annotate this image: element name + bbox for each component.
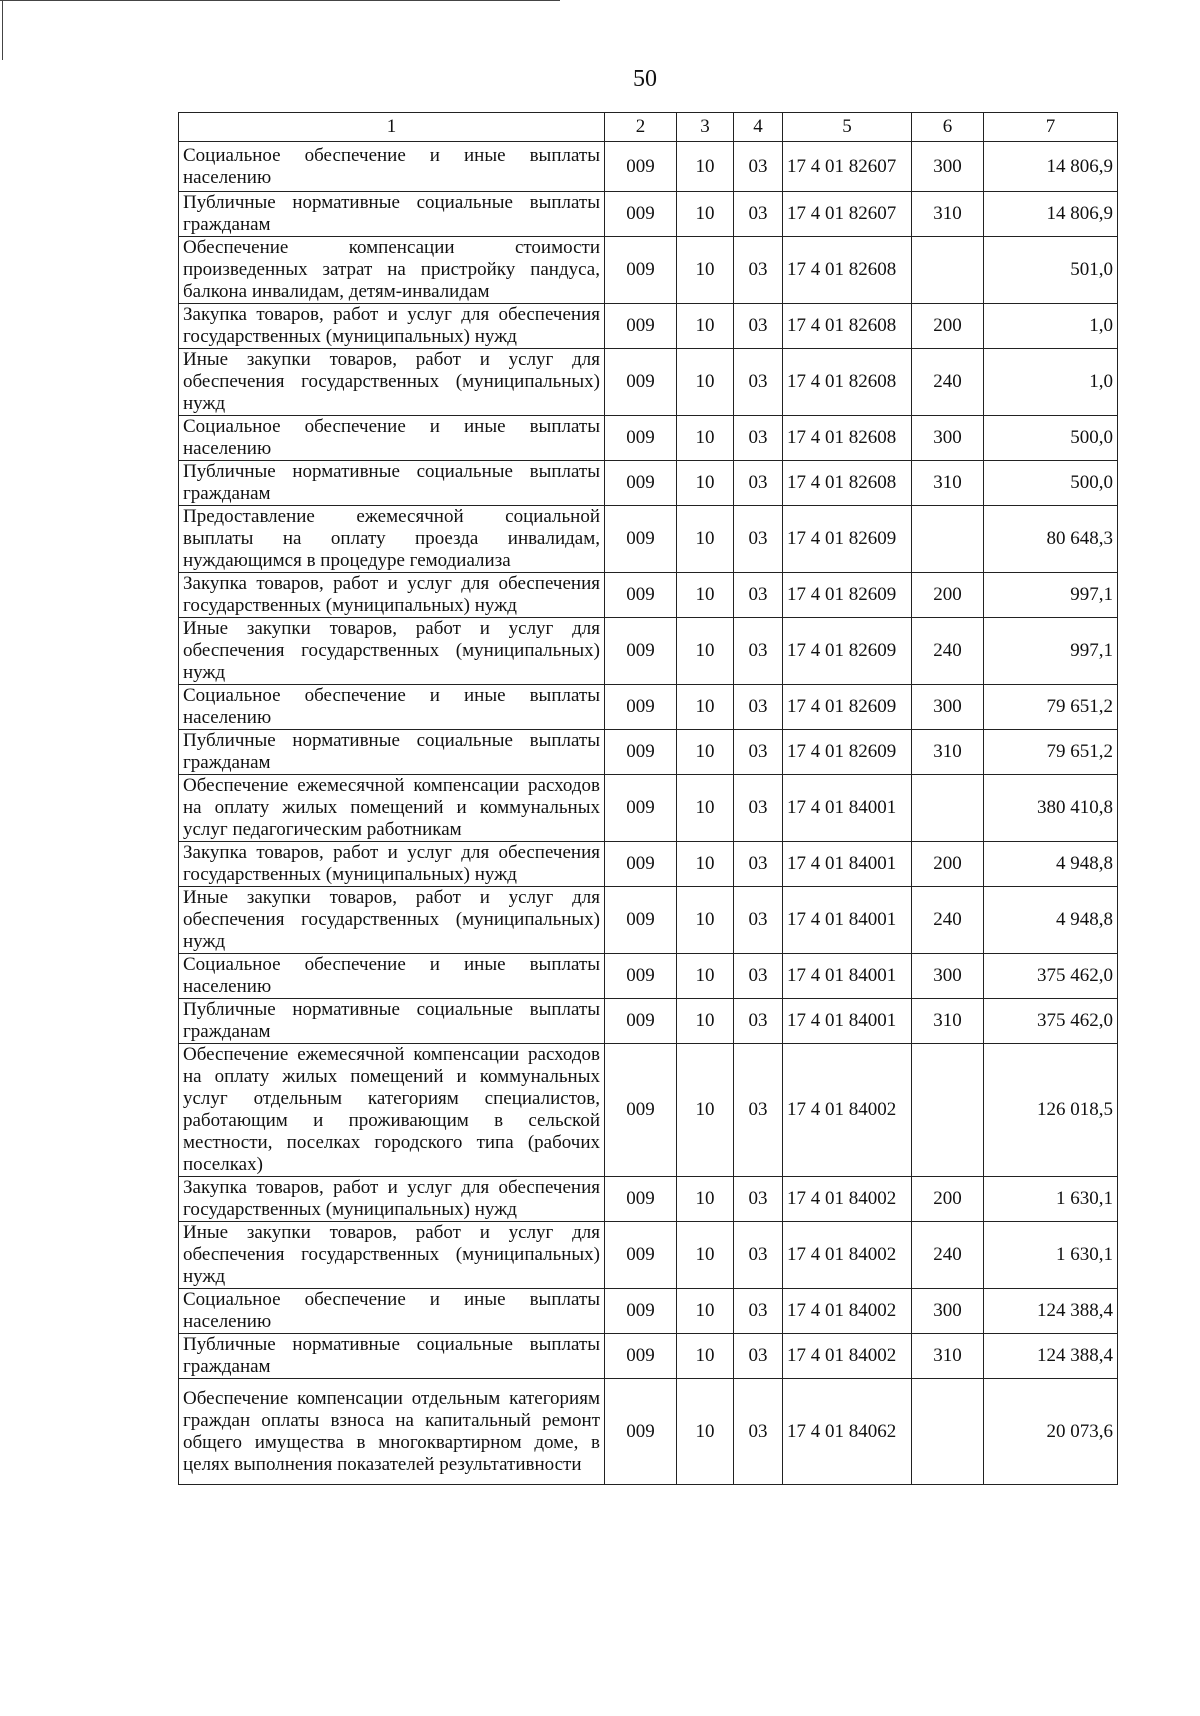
row-section-code: 10 xyxy=(677,1334,734,1379)
row-description: Закупка товаров, работ и услуг для обеспечения государственных (муниципальных) нужд xyxy=(179,573,605,618)
row-target-article-code: 17 4 01 82607 xyxy=(783,142,912,192)
row-amount: 20 073,6 xyxy=(984,1379,1118,1485)
table-body xyxy=(179,142,1118,1485)
row-subsection-code: 03 xyxy=(734,775,783,842)
row-section-code: 10 xyxy=(677,775,734,842)
table-row xyxy=(179,573,1118,618)
row-description: Иные закупки товаров, работ и услуг для обеспечения государственных (муниципальных) нужд xyxy=(179,618,605,685)
row-subsection-code: 03 xyxy=(734,1222,783,1289)
row-section-code: 10 xyxy=(677,573,734,618)
row-amount: 501,0 xyxy=(984,237,1118,304)
row-target-article-code: 17 4 01 84001 xyxy=(783,954,912,999)
row-ministry-code: 009 xyxy=(605,999,677,1044)
table-row xyxy=(179,506,1118,573)
row-amount: 79 651,2 xyxy=(984,685,1118,730)
page-number: 50 xyxy=(633,66,657,92)
row-section-code: 10 xyxy=(677,192,734,237)
row-section-code: 10 xyxy=(677,618,734,685)
table-row xyxy=(179,999,1118,1044)
table-row xyxy=(179,1379,1118,1485)
row-section-code: 10 xyxy=(677,1177,734,1222)
table-row xyxy=(179,618,1118,685)
column-header-6: 6 xyxy=(912,113,984,142)
row-subsection-code: 03 xyxy=(734,1334,783,1379)
row-section-code: 10 xyxy=(677,349,734,416)
row-ministry-code: 009 xyxy=(605,1044,677,1177)
row-description: Обеспечение ежемесячной компенсации расходов на оплату жилых помещений и коммунальных услуг отдельным категориям специалистов, работающим и проживающим в сельской местности, поселках городского типа (рабочих поселках) xyxy=(179,1044,605,1177)
table-row xyxy=(179,304,1118,349)
row-expense-type-code: 240 xyxy=(912,887,984,954)
row-amount: 124 388,4 xyxy=(984,1289,1118,1334)
budget-table xyxy=(178,112,1118,1485)
row-target-article-code: 17 4 01 84002 xyxy=(783,1222,912,1289)
scan-edge-mark-top xyxy=(0,0,560,1)
table-row xyxy=(179,416,1118,461)
row-amount: 14 806,9 xyxy=(984,142,1118,192)
row-target-article-code: 17 4 01 82609 xyxy=(783,506,912,573)
row-amount: 124 388,4 xyxy=(984,1334,1118,1379)
row-expense-type-code: 300 xyxy=(912,685,984,730)
row-expense-type-code: 310 xyxy=(912,999,984,1044)
row-description: Публичные нормативные социальные выплаты гражданам xyxy=(179,730,605,775)
row-description: Социальное обеспечение и иные выплаты населению xyxy=(179,954,605,999)
table-row xyxy=(179,1044,1118,1177)
row-target-article-code: 17 4 01 84001 xyxy=(783,887,912,954)
table-row xyxy=(179,349,1118,416)
row-section-code: 10 xyxy=(677,304,734,349)
table-row xyxy=(179,954,1118,999)
row-expense-type-code: 240 xyxy=(912,1222,984,1289)
row-subsection-code: 03 xyxy=(734,304,783,349)
row-subsection-code: 03 xyxy=(734,618,783,685)
row-target-article-code: 17 4 01 84002 xyxy=(783,1334,912,1379)
row-ministry-code: 009 xyxy=(605,416,677,461)
row-expense-type-code: 310 xyxy=(912,730,984,775)
row-amount: 1,0 xyxy=(984,304,1118,349)
row-description: Обеспечение компенсации отдельным категориям граждан оплаты взноса на капитальный ремонт общего имущества в многоквартирном доме, в целях выполнения показателей результативности xyxy=(179,1379,605,1485)
row-expense-type-code: 300 xyxy=(912,954,984,999)
row-ministry-code: 009 xyxy=(605,349,677,416)
row-section-code: 10 xyxy=(677,461,734,506)
row-target-article-code: 17 4 01 84002 xyxy=(783,1044,912,1177)
row-ministry-code: 009 xyxy=(605,775,677,842)
row-description: Обеспечение компенсации стоимости произведенных затрат на пристройку пандуса, балкона инвалидам, детям-инвалидам xyxy=(179,237,605,304)
table-row xyxy=(179,1289,1118,1334)
row-target-article-code: 17 4 01 84001 xyxy=(783,999,912,1044)
row-expense-type-code: 240 xyxy=(912,618,984,685)
row-target-article-code: 17 4 01 82608 xyxy=(783,461,912,506)
row-amount: 79 651,2 xyxy=(984,730,1118,775)
row-amount: 997,1 xyxy=(984,618,1118,685)
row-expense-type-code: 300 xyxy=(912,416,984,461)
row-section-code: 10 xyxy=(677,1289,734,1334)
row-amount: 126 018,5 xyxy=(984,1044,1118,1177)
row-subsection-code: 03 xyxy=(734,461,783,506)
row-expense-type-code xyxy=(912,775,984,842)
row-description: Закупка товаров, работ и услуг для обеспечения государственных (муниципальных) нужд xyxy=(179,1177,605,1222)
row-amount: 4 948,8 xyxy=(984,842,1118,887)
row-ministry-code: 009 xyxy=(605,304,677,349)
row-target-article-code: 17 4 01 82609 xyxy=(783,730,912,775)
row-ministry-code: 009 xyxy=(605,506,677,573)
table-row xyxy=(179,1334,1118,1379)
table-row xyxy=(179,142,1118,192)
row-section-code: 10 xyxy=(677,1222,734,1289)
row-subsection-code: 03 xyxy=(734,349,783,416)
row-description: Иные закупки товаров, работ и услуг для обеспечения государственных (муниципальных) нужд xyxy=(179,349,605,416)
row-expense-type-code: 310 xyxy=(912,1334,984,1379)
row-expense-type-code: 200 xyxy=(912,1177,984,1222)
row-expense-type-code xyxy=(912,1044,984,1177)
scan-edge-mark-left xyxy=(2,0,3,60)
column-header-1: 1 xyxy=(179,113,605,142)
row-target-article-code: 17 4 01 82609 xyxy=(783,618,912,685)
table-row xyxy=(179,192,1118,237)
column-header-5: 5 xyxy=(783,113,912,142)
row-section-code: 10 xyxy=(677,506,734,573)
row-amount: 375 462,0 xyxy=(984,954,1118,999)
table-row xyxy=(179,1222,1118,1289)
row-expense-type-code: 310 xyxy=(912,461,984,506)
row-target-article-code: 17 4 01 82609 xyxy=(783,685,912,730)
table-row xyxy=(179,842,1118,887)
row-section-code: 10 xyxy=(677,685,734,730)
row-section-code: 10 xyxy=(677,237,734,304)
table-row xyxy=(179,1177,1118,1222)
row-target-article-code: 17 4 01 82608 xyxy=(783,237,912,304)
row-target-article-code: 17 4 01 82607 xyxy=(783,192,912,237)
row-expense-type-code: 310 xyxy=(912,192,984,237)
row-subsection-code: 03 xyxy=(734,416,783,461)
row-ministry-code: 009 xyxy=(605,1334,677,1379)
table-row xyxy=(179,730,1118,775)
row-target-article-code: 17 4 01 84002 xyxy=(783,1177,912,1222)
row-target-article-code: 17 4 01 84002 xyxy=(783,1289,912,1334)
row-expense-type-code: 200 xyxy=(912,573,984,618)
row-subsection-code: 03 xyxy=(734,192,783,237)
row-ministry-code: 009 xyxy=(605,1379,677,1485)
column-header-7: 7 xyxy=(984,113,1118,142)
row-target-article-code: 17 4 01 82608 xyxy=(783,304,912,349)
row-ministry-code: 009 xyxy=(605,192,677,237)
row-expense-type-code: 300 xyxy=(912,1289,984,1334)
row-ministry-code: 009 xyxy=(605,1289,677,1334)
row-expense-type-code: 200 xyxy=(912,842,984,887)
row-ministry-code: 009 xyxy=(605,887,677,954)
row-subsection-code: 03 xyxy=(734,685,783,730)
row-target-article-code: 17 4 01 84062 xyxy=(783,1379,912,1485)
row-description: Предоставление ежемесячной социальной выплаты на оплату проезда инвалидам, нуждающимся в процедуре гемодиализа xyxy=(179,506,605,573)
row-description: Социальное обеспечение и иные выплаты населению xyxy=(179,685,605,730)
row-ministry-code: 009 xyxy=(605,1222,677,1289)
row-expense-type-code xyxy=(912,237,984,304)
row-subsection-code: 03 xyxy=(734,1177,783,1222)
row-expense-type-code xyxy=(912,506,984,573)
row-section-code: 10 xyxy=(677,954,734,999)
row-ministry-code: 009 xyxy=(605,954,677,999)
row-amount: 4 948,8 xyxy=(984,887,1118,954)
header-row xyxy=(179,113,1118,142)
row-description: Социальное обеспечение и иные выплаты населению xyxy=(179,416,605,461)
table-row xyxy=(179,461,1118,506)
row-section-code: 10 xyxy=(677,142,734,192)
row-expense-type-code xyxy=(912,1379,984,1485)
row-amount: 80 648,3 xyxy=(984,506,1118,573)
row-ministry-code: 009 xyxy=(605,573,677,618)
row-subsection-code: 03 xyxy=(734,999,783,1044)
row-amount: 500,0 xyxy=(984,416,1118,461)
table-row xyxy=(179,685,1118,730)
row-ministry-code: 009 xyxy=(605,237,677,304)
row-description: Иные закупки товаров, работ и услуг для обеспечения государственных (муниципальных) нужд xyxy=(179,887,605,954)
row-description: Публичные нормативные социальные выплаты гражданам xyxy=(179,999,605,1044)
row-target-article-code: 17 4 01 82608 xyxy=(783,349,912,416)
table-row xyxy=(179,775,1118,842)
row-subsection-code: 03 xyxy=(734,954,783,999)
row-subsection-code: 03 xyxy=(734,573,783,618)
row-ministry-code: 009 xyxy=(605,1177,677,1222)
row-ministry-code: 009 xyxy=(605,461,677,506)
column-header-2: 2 xyxy=(605,113,677,142)
row-description: Обеспечение ежемесячной компенсации расходов на оплату жилых помещений и коммунальных услуг педагогическим работникам xyxy=(179,775,605,842)
row-subsection-code: 03 xyxy=(734,887,783,954)
row-expense-type-code: 300 xyxy=(912,142,984,192)
row-section-code: 10 xyxy=(677,1044,734,1177)
row-description: Публичные нормативные социальные выплаты гражданам xyxy=(179,192,605,237)
row-description: Социальное обеспечение и иные выплаты населению xyxy=(179,142,605,192)
row-target-article-code: 17 4 01 82608 xyxy=(783,416,912,461)
row-amount: 1 630,1 xyxy=(984,1177,1118,1222)
table-row xyxy=(179,887,1118,954)
table-row xyxy=(179,237,1118,304)
row-target-article-code: 17 4 01 82609 xyxy=(783,573,912,618)
row-description: Социальное обеспечение и иные выплаты населению xyxy=(179,1289,605,1334)
row-subsection-code: 03 xyxy=(734,1044,783,1177)
row-target-article-code: 17 4 01 84001 xyxy=(783,775,912,842)
row-ministry-code: 009 xyxy=(605,730,677,775)
row-subsection-code: 03 xyxy=(734,1379,783,1485)
row-section-code: 10 xyxy=(677,730,734,775)
row-amount: 14 806,9 xyxy=(984,192,1118,237)
row-amount: 997,1 xyxy=(984,573,1118,618)
row-description: Публичные нормативные социальные выплаты гражданам xyxy=(179,1334,605,1379)
row-expense-type-code: 200 xyxy=(912,304,984,349)
row-expense-type-code: 240 xyxy=(912,349,984,416)
row-subsection-code: 03 xyxy=(734,142,783,192)
row-amount: 380 410,8 xyxy=(984,775,1118,842)
row-ministry-code: 009 xyxy=(605,685,677,730)
row-section-code: 10 xyxy=(677,1379,734,1485)
row-ministry-code: 009 xyxy=(605,618,677,685)
column-header-3: 3 xyxy=(677,113,734,142)
row-section-code: 10 xyxy=(677,842,734,887)
row-description: Закупка товаров, работ и услуг для обеспечения государственных (муниципальных) нужд xyxy=(179,304,605,349)
row-subsection-code: 03 xyxy=(734,506,783,573)
column-header-4: 4 xyxy=(734,113,783,142)
row-amount: 1,0 xyxy=(984,349,1118,416)
row-description: Иные закупки товаров, работ и услуг для обеспечения государственных (муниципальных) нужд xyxy=(179,1222,605,1289)
row-ministry-code: 009 xyxy=(605,142,677,192)
row-section-code: 10 xyxy=(677,416,734,461)
row-subsection-code: 03 xyxy=(734,1289,783,1334)
row-amount: 1 630,1 xyxy=(984,1222,1118,1289)
row-section-code: 10 xyxy=(677,887,734,954)
row-amount: 375 462,0 xyxy=(984,999,1118,1044)
row-amount: 500,0 xyxy=(984,461,1118,506)
row-description: Закупка товаров, работ и услуг для обеспечения государственных (муниципальных) нужд xyxy=(179,842,605,887)
row-subsection-code: 03 xyxy=(734,842,783,887)
row-section-code: 10 xyxy=(677,999,734,1044)
row-description: Публичные нормативные социальные выплаты гражданам xyxy=(179,461,605,506)
row-ministry-code: 009 xyxy=(605,842,677,887)
row-subsection-code: 03 xyxy=(734,237,783,304)
row-subsection-code: 03 xyxy=(734,730,783,775)
row-target-article-code: 17 4 01 84001 xyxy=(783,842,912,887)
